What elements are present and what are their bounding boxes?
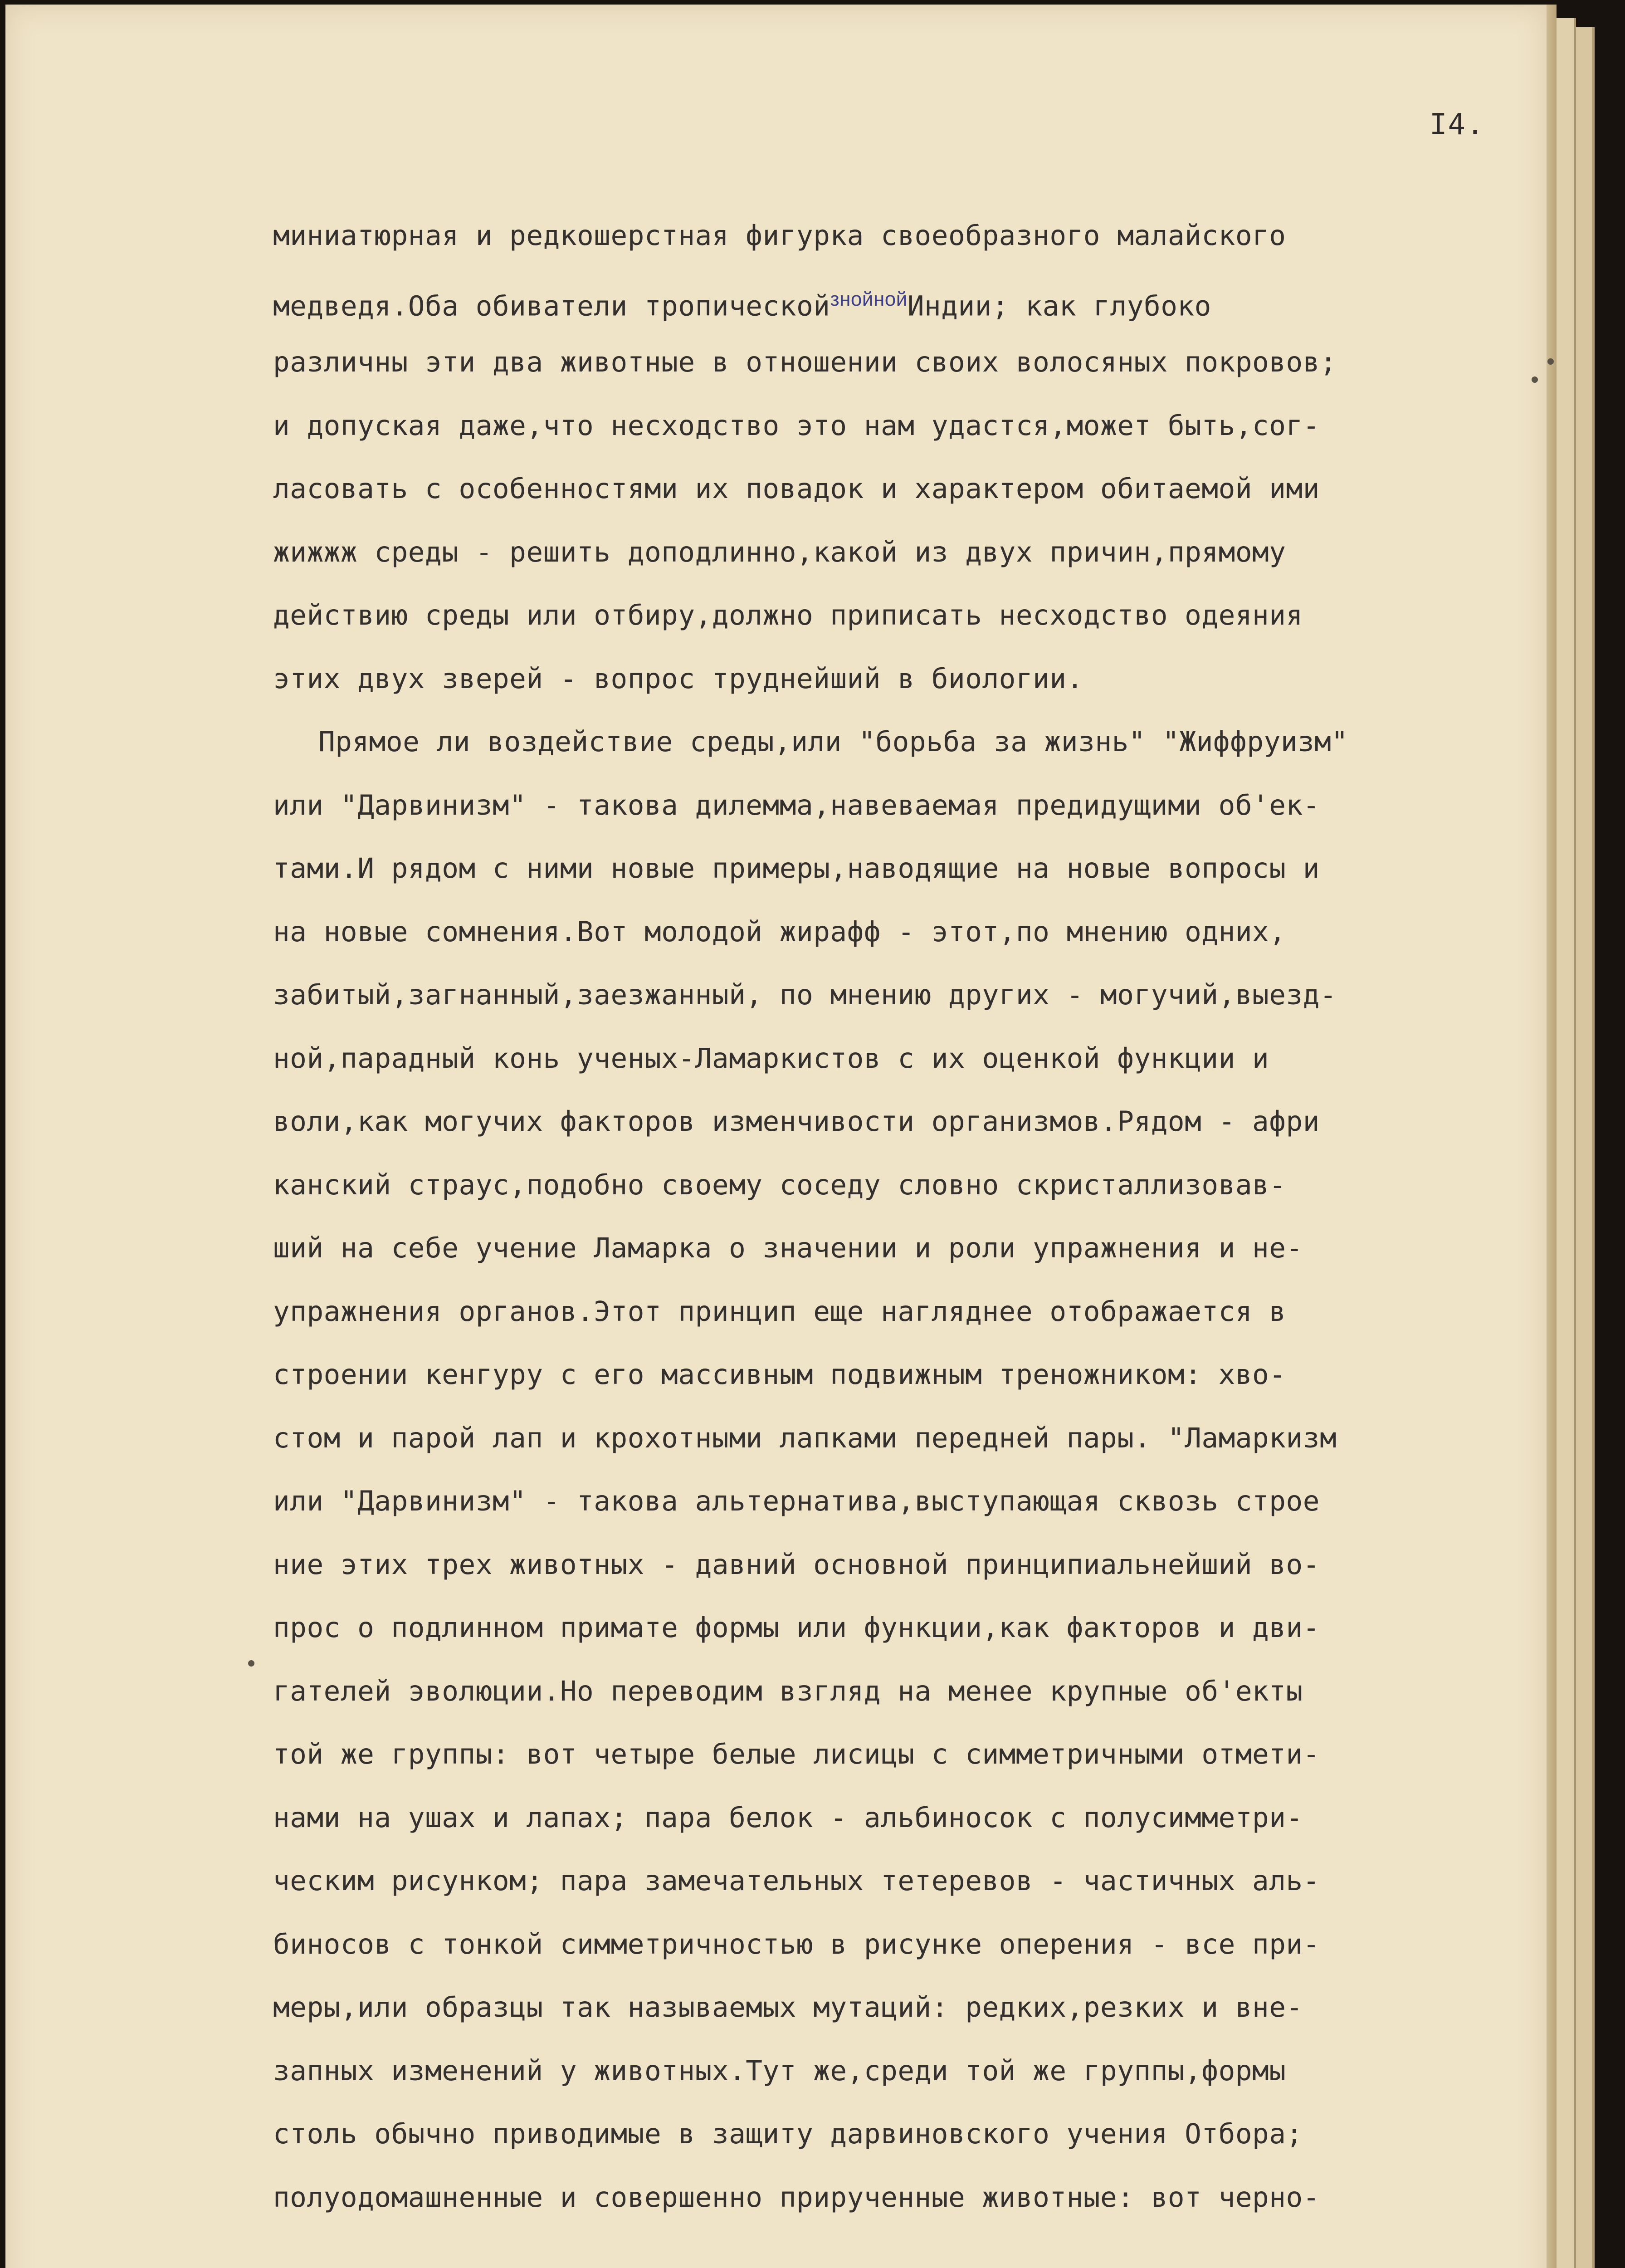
text-line: ной,парадный конь ученых-Ламаркистов с их оценкой функции и [273,1042,1269,1075]
text-line: гателей эволюции.Но переводим взгляд на менее крупные об'екты [273,1675,1303,1707]
text-line: нами на ушах и лапах; пара белок - альбиносок с полусимметри- [273,1801,1303,1834]
text-line: или "Дарвинизм" - такова альтернатива,выступающая сквозь строе [273,1485,1320,1517]
text-line: той же группы: вот четыре белые лисицы с симметричными отмети- [273,1738,1320,1770]
text-line: канский страус,подобно своему соседу словно скристаллизовав- [273,1168,1286,1201]
text-line: строении кенгуру с его массивным подвижным треножником: хво- [273,1359,1286,1391]
text-line: столь обычно приводимые в защиту дарвиновского учения Отбора; [273,2118,1303,2150]
text-line: ласовать с особенностями их повадок и характером обитаемой ими [273,473,1320,505]
punch-hole [1547,358,1554,365]
text-line: и допуская даже,что несходство это нам удастся,может быть,сог- [273,409,1320,442]
text-line: действию среды или отбиру,должно приписать несходство одеяния [273,599,1303,631]
text-segment: Индии; как глубоко [907,289,1211,322]
punch-hole [248,1660,254,1667]
document-page [5,5,1547,2268]
text-line: различны эти два животные в отношении своих волосяных покровов; [273,346,1337,378]
text-line: биносов с тонкой симметричностью в рисунке оперения - все при- [273,1928,1320,1960]
body-text [273,204,1543,2229]
text-line: воли,как могучих факторов изменчивости организмов.Рядом - афри [273,1105,1320,1138]
text-line: миниатюрная и редкошерстная фигурка своеобразного малайского [273,220,1286,252]
text-line: тами.И рядом с ними новые примеры,наводящие на новые вопросы и [273,852,1320,885]
text-line: ший на себе учение Ламарка о значении и роли упражнения и не- [273,1232,1303,1264]
text-line: меры,или образцы так называемых мутаций: редких,резких и вне- [273,1991,1303,2024]
text-line: или "Дарвинизм" - такова дилемма,навеваемая предидущими об'ек- [273,789,1320,821]
text-line: ние этих трех животных - давний основной принципиальнейший во- [273,1548,1320,1581]
text-line: этих двух зверей - вопрос труднейший в биологии. [273,662,1083,695]
text-line: Прямое ли воздействие среды,или "борьба за жизнь" "Жиффруизм" [318,726,1348,758]
text-line: упражнения органов.Этот принцип еще нагляднее отображается в [273,1295,1286,1328]
handwritten-insertion: знойной [830,288,908,310]
text-line: на новые сомнения.Вот молодой жирафф - этот,по мнению одних, [273,915,1286,948]
text-line: жижжж среды - решить доподлинно,какой из двух причин,прямому [273,536,1286,568]
text-line: стом и парой лап и крохотными лапками передней пары. "Ламаркизм [273,1422,1337,1454]
text-line [273,268,1543,331]
text-line: забитый,загнанный,заезжанный, по мнению других - могучий,выезд- [273,979,1337,1011]
text-line: ческим рисунком; пара замечательных тетеревов - частичных аль- [273,1865,1320,1897]
text-segment: медведя.Оба обиватели тропической [273,289,830,322]
page-number: I4. [1430,108,1485,142]
text-line: запных изменений у животных.Тут же,среди той же группы,формы [273,2054,1286,2087]
text-line: полуодомашненные и совершенно прирученные животные: вот черно- [273,2181,1320,2214]
page-edge [1547,5,1557,2268]
text-line: прос о подлинном примате формы или функции,как факторов и дви- [273,1612,1320,1644]
